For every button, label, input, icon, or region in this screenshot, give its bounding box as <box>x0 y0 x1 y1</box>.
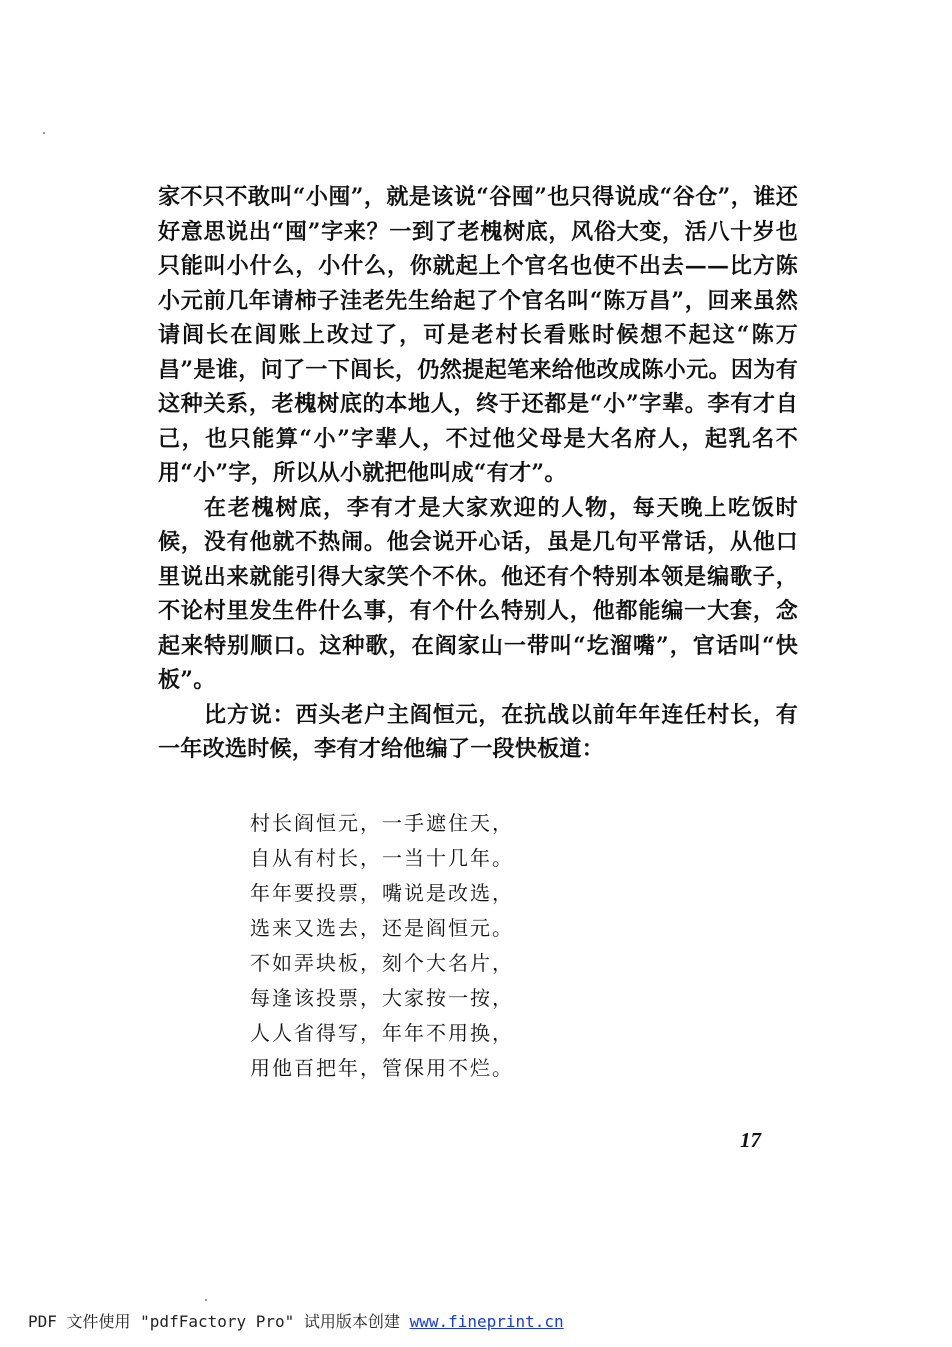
verse-line: 不如弄块板，刻个大名片， <box>250 951 514 975</box>
verse-line: 自从有村长，一当十几年。 <box>250 846 514 870</box>
verse-line: 用他百把年，管保用不烂。 <box>250 1056 514 1080</box>
paragraph-continued: 家不只不敢叫“小囤”，就是该说“谷囤”也只得说成“谷仓”，谁还好意思说出“囤”字来？一到了老槐树底，风俗大变，活八十岁也只能叫小什么，小什么，你就起上个官名也使不出去——比方陈小元前几年请柿子洼老先生给起了个官名叫“陈万昌”，回来虽然请闾长在闾账上改过了，可是老村长看账时候想不起这“陈万昌”是谁，问了一下闾长，仍然提起笔来给他改成陈小元。因为有这种关系，老槐树底的本地人，终于还都是“小”字辈。李有才自己，也只能算“小”字辈人，不过他父母是大名府人，起乳名不用“小”字，所以从小就把他叫成“有才”。 <box>158 184 798 486</box>
scan-speck <box>205 1299 207 1301</box>
verse-line: 选来又选去，还是阎恒元。 <box>250 916 514 940</box>
pdf-footer <box>28 1309 564 1332</box>
verse-line: 每逢该投票，大家按一按， <box>250 986 514 1010</box>
verse-line: 年年要投票，嘴说是改选， <box>250 881 514 905</box>
verse-line: 村长阎恒元，一手遮住天， <box>250 811 514 835</box>
verse-line: 人人省得写，年年不用换， <box>250 1021 514 1045</box>
footer-text: PDF 文件使用 "pdfFactory Pro" 试用版本创建 <box>28 1312 410 1331</box>
footer-link[interactable]: www.fineprint.cn <box>409 1312 564 1331</box>
paragraph: 在老槐树底，李有才是大家欢迎的人物，每天晚上吃饭时候，没有他就不热闹。他会说开心话，虽是几句平常话，从他口里说出来就能引得大家笑个不休。他还有个特别本领是编歌子，不论村里发生件什么事，有个什么特别人，他都能编一大套，念起来特别顺口。这种歌，在阎家山一带叫“圪溜嘴”，官话叫“快板”。 <box>158 494 798 693</box>
body-text <box>158 180 798 767</box>
page-number: 17 <box>740 1128 761 1152</box>
scan-speck <box>43 132 45 134</box>
kuaiban-verse <box>250 806 670 1086</box>
paragraph: 比方说：西头老户主阎恒元，在抗战以前年年连任村长，有一年改选时候，李有才给他编了一段快板道： <box>158 701 798 762</box>
